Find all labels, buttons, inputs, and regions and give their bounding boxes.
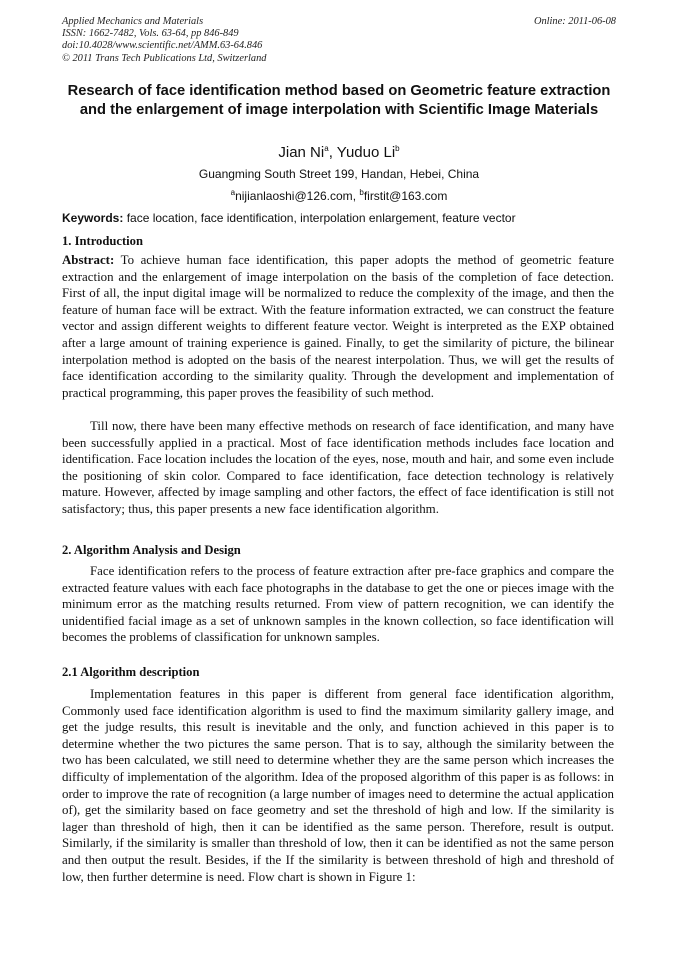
section-heading-algorithm-analysis: 2. Algorithm Analysis and Design	[62, 543, 241, 557]
intro-paragraph-2: Till now, there have been many effective methods on research of face identification, and many have been successfully applied in a practical. Most of face identification methods includes face location and identification. Face location includes the location of the eyes, nose, mouth and hair, and some even include the positioning of skin color. Compared to face identification, face detection technology is relatively mature. However, affected by image sampling and other factors, the effect of face identification is still not satisfactory; thus, this paper presents a new face identification algorithm.	[62, 419, 614, 516]
email-line	[62, 189, 616, 203]
author-1-name: Jian Ni	[278, 144, 325, 161]
publication-header	[62, 16, 616, 65]
affiliation: Guangming South Street 199, Handan, Hebei, China	[198, 167, 480, 181]
author-line	[62, 144, 616, 162]
author-2-name: Yuduo Li	[336, 144, 396, 161]
keywords-label: Keywords:	[62, 211, 124, 225]
issn-line: ISSN: 1662-7482, Vols. 63-64, pp 846-849	[62, 28, 239, 40]
author-2-sup: b	[395, 144, 400, 153]
abstract-paragraph	[62, 252, 614, 401]
email-2-sup: b	[359, 188, 364, 197]
keywords-text: face location, face identification, interpolation enlargement, feature vector	[123, 211, 516, 225]
section-heading-introduction: 1. Introduction	[62, 234, 143, 248]
email-2: firstit@163.com	[363, 189, 448, 203]
section-2-1-paragraph: Implementation features in this paper is different from general face identification algorithm, Commonly used face identification algorithm is used to find the maximum similarity gallery image, and get the judge results, this result is inevitable and the only, and function achieved in this paper is to determine whether the two pictures the same person. That is to say, although the similarity between the two has been calculated, we still need to determine whether they are the same person which increases the difficulty of implementation of the algorithm. Idea of the proposed algorithm of this paper is as follows: in order to improve the rate of recognition (a large number of images need to determine the actual application of), get the similarity based on face geometry and set the threshold of high and low. If the similarity is lager than threshold of high, then it can be identified as the same person. Therefore, result is output. Similarly, if the similarity is smaller than threshold of low, then it can be identified as not the same person and then output the result. Besides, if the If the similarity is between threshold of high and threshold of low, then further determine is need. Flow chart is shown in Figure 1:	[62, 687, 614, 884]
journal-name: Applied Mechanics and Materials	[62, 16, 204, 27]
doi-line: doi:10.4028/www.scientific.net/AMM.63-64.846	[62, 40, 263, 52]
email-1: nijianlaoshi@126.com	[235, 189, 353, 203]
author-1-sup: a	[324, 144, 329, 153]
author-separator: ,	[328, 144, 337, 161]
abstract-label: Abstract:	[62, 253, 115, 267]
keywords	[62, 211, 622, 225]
section-heading-algorithm-description: 2.1 Algorithm description	[62, 665, 200, 679]
online-date: Online: 2011-06-08	[533, 16, 616, 27]
email-1-sup: a	[230, 188, 236, 197]
abstract-text: To achieve human face identification, this paper adopts the method of geometric feature extraction and the enlargement of image interpolation on the basis of the completion of face detection. First of all, the input digital image will be normalized to reduce the complexity of the image, and then the feature of human face will be extract. With the feature information extracted, we can construct the feature vector and assign different weights to different feature vector. Weight is interpreted as the EXP obtained after a large amount of training experience is gained. Finally, to get the similarity of picture, the bilinear interpolation method is adopted on the basis of the nearest interpolation. Thus, we will get the results of face identification according to the similarity quality. Through the development and implementation of practical programming, this paper proves the feasibility of such method.	[62, 253, 614, 400]
copyright-line: © 2011 Trans Tech Publications Ltd, Switzerland	[62, 52, 267, 64]
email-separator: ,	[352, 189, 360, 203]
paper-title: Research of face identification method based on Geometric feature extraction and the enlargement of image interpolation with Scientific Image Materials	[67, 83, 611, 118]
section-2-paragraph: Face identification refers to the process of feature extraction after pre-face graphics and compare the extracted feature values with each face photographs in the database to get the one or pieces image with the minimum error as the matching results returned. From view of pattern recognition, we can identify the unidentified facial image as a set of unknown samples in the known collection, so face identification will becomes the problems of classification for unknown samples.	[62, 564, 614, 645]
